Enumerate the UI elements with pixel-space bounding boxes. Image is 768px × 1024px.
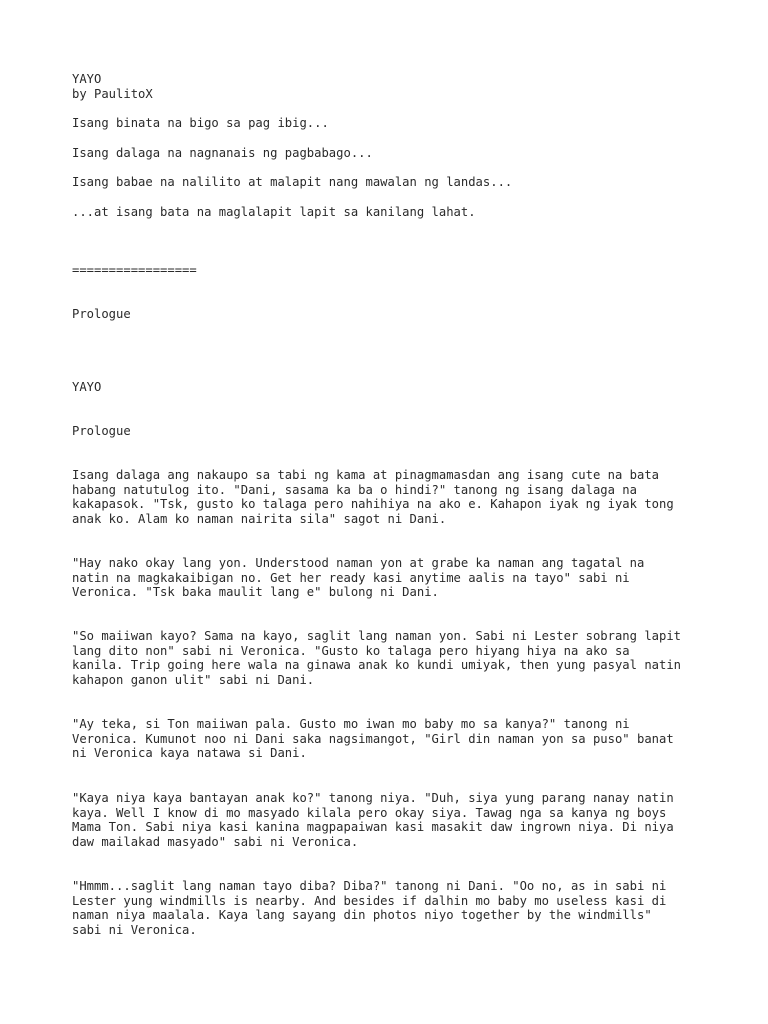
paragraph-line: "Kaya niya kaya bantayan anak ko?" tanong niya. "Duh, siya yung parang nanay natin: [72, 791, 674, 805]
paragraph: [72, 717, 674, 761]
tagline-line: ...at isang bata na maglalapit lapit sa kanilang lahat.: [72, 205, 476, 219]
paragraph: [72, 879, 666, 937]
paragraph-line: Lester yung windmills is nearby. And besides if dalhin mo baby mo useless kasi di: [72, 893, 667, 908]
paragraph-line: anak ko. Alam ko naman nairita sila" sagot ni Dani.: [72, 511, 447, 526]
paragraph-line: kaya. Well I know di mo masyado kilala pero okay siya. Tawag nga sa kanya ng boys: [72, 805, 667, 820]
paragraph-line: daw mailakad masyado" sabi ni Veronica.: [72, 834, 359, 849]
paragraph-line: "Hmmm...saglit lang naman tayo diba? Diba?" tanong ni Dani. "Oo no, as in sabi ni: [72, 879, 667, 893]
section-divider: =================: [72, 263, 197, 277]
tagline-line: Isang binata na bigo sa pag ibig...: [72, 116, 329, 130]
paragraph: [72, 629, 681, 687]
paragraph-line: Veronica. "Tsk baka maulit lang e" bulong ni Dani.: [72, 585, 439, 600]
paragraph-line: natin na magkakaibigan no. Get her ready kasi anytime aalis na tayo" sabi ni: [72, 570, 630, 585]
toc-prologue-label: Prologue: [72, 307, 131, 321]
tagline-line: Isang dalaga na nagnanais ng pagbabago...: [72, 146, 373, 160]
document-author: by PaulitoX: [72, 86, 153, 101]
paragraph-line: kakapasok. "Tsk, gusto ko talaga pero nahihiya na ako e. Kahapon iyak ng iyak tong: [72, 497, 674, 512]
paragraph: [72, 556, 644, 600]
paragraph-line: ni Veronica kaya natawa si Dani.: [72, 746, 307, 761]
title-block: [72, 72, 153, 101]
paragraph-line: naman niya maalala. Kaya lang sayang din photos niyo together by the windmills": [72, 908, 652, 923]
paragraph-line: kanila. Trip going here wala na ginawa anak ko kundi umiyak, then yung pasyal natin: [72, 658, 682, 673]
chapter-title: YAYO: [72, 380, 102, 394]
paragraph-line: kahapon ganon ulit" sabi ni Dani.: [72, 672, 315, 687]
paragraph: [72, 468, 674, 526]
paragraph-line: sabi ni Veronica.: [72, 922, 197, 937]
paragraph-line: Isang dalaga ang nakaupo sa tabi ng kama at pinagmamasdan ang isang cute na bata: [72, 468, 659, 482]
document-title: YAYO: [72, 72, 102, 86]
paragraph-line: Mama Ton. Sabi niya kasi kanina magpapaiwan kasi masakit daw ingrown niya. Di niya: [72, 820, 674, 835]
paragraph-line: "Ay teka, si Ton maiiwan pala. Gusto mo iwan mo baby mo sa kanya?" tanong ni: [72, 717, 630, 731]
paragraph-line: habang natutulog ito. "Dani, sasama ka ba o hindi?" tanong ng isang dalaga na: [72, 482, 637, 497]
paragraph-line: Veronica. Kumunot noo ni Dani saka nagsimangot, "Girl din naman yon sa puso" banat: [72, 731, 674, 746]
tagline-line: Isang babae na nalilito at malapit nang mawalan ng landas...: [72, 175, 513, 189]
paragraph: [72, 791, 674, 849]
paragraph-line: "So maiiwan kayo? Sama na kayo, saglit lang naman yon. Sabi ni Lester sobrang lapit: [72, 629, 682, 643]
paragraph-line: lang dito non" sabi ni Veronica. "Gusto ko talaga pero hiyang hiya na ako sa: [72, 643, 630, 658]
chapter-subtitle: Prologue: [72, 424, 131, 438]
paragraph-line: "Hay nako okay lang yon. Understood naman yon at grabe ka naman ang tagatal na: [72, 556, 645, 570]
